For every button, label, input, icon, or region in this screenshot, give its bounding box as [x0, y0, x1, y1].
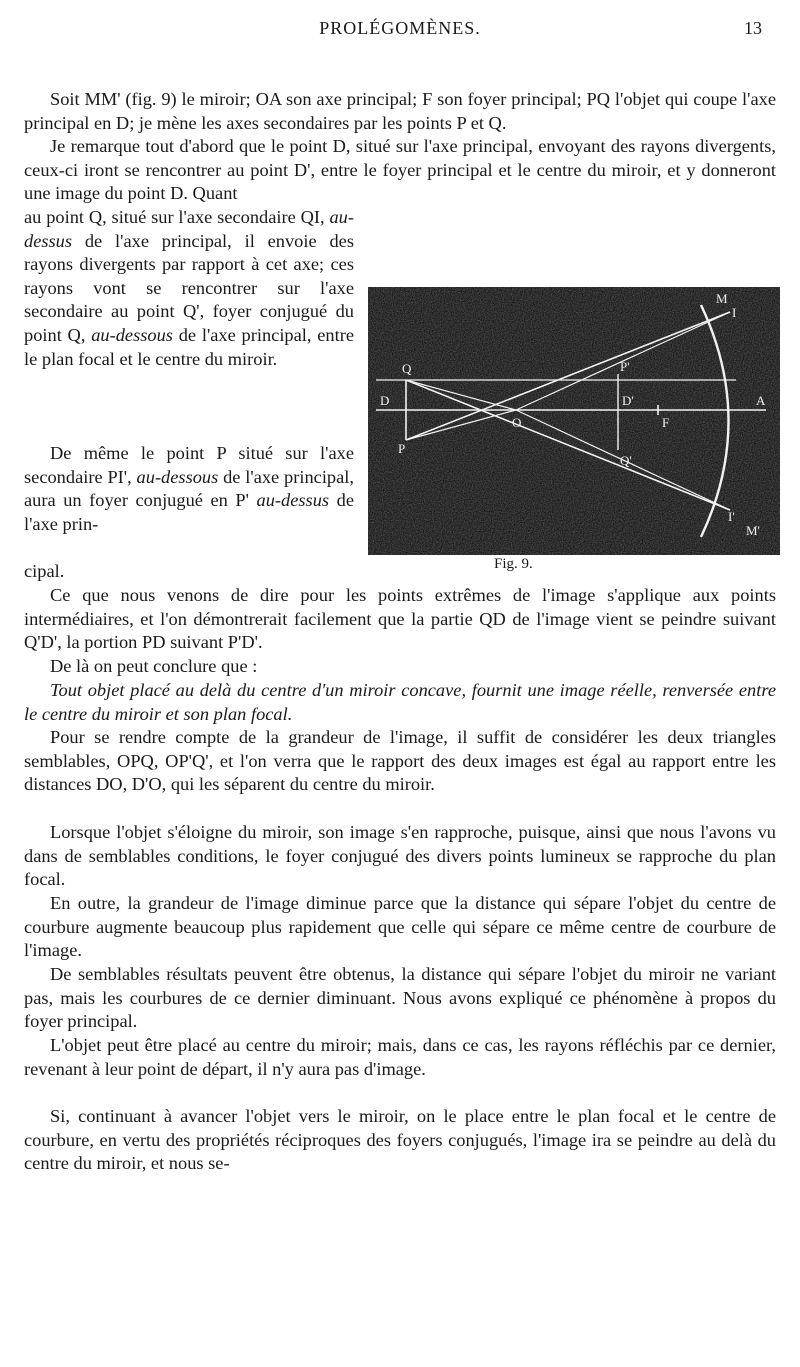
paragraph-5: De là on peut conclure que :: [50, 656, 258, 676]
label-i: I: [732, 305, 737, 320]
paragraph-1: Soit MM' (fig. 9) le miroir; OA son axe principal; F son foyer principal; PQ l'objet qui coupe l'axe principal en D; je mène les axes secondaires par les points P et Q.: [24, 89, 776, 133]
paragraph-10: De semblables résultats peuvent être obtenus, la distance qui sépare l'objet du miroir ne variant pas, mais les courbures de ce dernier diminuant. Nous avons expliqué ce phénomène à propos du foyer principal.: [24, 964, 776, 1032]
figure-texture: [368, 287, 780, 555]
figure-concave-mirror: [368, 287, 780, 555]
paragraph-11: L'objet peut être placé au centre du miroir; mais, dans ce cas, les rayons réfléchis par ce dernier, revenant à leur point de départ, il n'y aura pas d'image.: [24, 1035, 776, 1079]
paragraph-2-continued: au point Q, situé sur l'axe secondaire QI, au-dessus de l'axe principal, il envoie des rayons divergents par rapport à cet axe; ces rayons vont se rencontrer sur l'axe secondaire au point Q', foyer conjugué du point Q, au-dessous de l'axe principal, entre le plan focal et le centre du miroir.: [24, 207, 354, 369]
paragraph-9: En outre, la grandeur de l'image diminue parce que la distance qui sépare l'objet du centre de courbure augmente beaucoup plus rapidement que celle qui sépare ce même centre de courbure de l'image.: [24, 893, 776, 961]
paragraph-3-tail: cipal.: [24, 561, 65, 581]
label-q: Q: [402, 361, 412, 376]
label-a: A: [756, 393, 766, 408]
paragraph-8: Lorsque l'objet s'éloigne du miroir, son image s'en rapproche, puisque, ainsi que nous l'avons vu dans de semblables conditions, le foyer conjugué des divers points lumineux se rapproche du plan focal.: [24, 822, 776, 890]
label-pprime: P': [620, 359, 630, 374]
label-m: M: [716, 291, 728, 306]
paragraph-3: De même le point P situé sur l'axe secondaire PI', au-dessous de l'axe principal, aura un foyer conjugué en P' au-dessus de l'axe prin-: [24, 443, 354, 534]
label-qprime: Q': [620, 453, 632, 468]
paragraph-6-theorem: Tout objet placé au delà du centre d'un miroir concave, fournit une image réelle, renversée entre le centre du miroir et son plan focal.: [24, 680, 776, 724]
running-title: PROLÉGOMÈNES.: [319, 18, 481, 38]
label-d: D: [380, 393, 390, 408]
paragraph-2: Je remarque tout d'abord que le point D, situé sur l'axe principal, envoyant des rayons divergents, ceux-ci iront se rencontrer au point D', entre le foyer principal et le centre du miroir, et y donneront une image du point D. Quant: [24, 136, 776, 204]
label-f: F: [662, 415, 670, 430]
paragraph-4: Ce que nous venons de dire pour les points extrêmes de l'image s'applique aux points intermédiaires, et l'on démontrerait facilement que la partie QD de l'image vient se peindre suivant Q'D', la portion PD suivant P'D'.: [24, 585, 776, 653]
paragraph-7: Pour se rendre compte de la grandeur de l'image, il suffit de considérer les deux triangles semblables, OPQ, OP'Q', et l'on verra que le rapport des deux images est égal au rapport entre les distances DO, D'O, qui les séparent du centre du miroir.: [24, 727, 776, 795]
paragraph-12: Si, continuant à avancer l'objet vers le miroir, on le place entre le plan focal et le centre de courbure, en vertu des propriétés réciproques des foyers conjugués, l'image ira se peindre au delà du centre du miroir, et nous se-: [24, 1106, 776, 1174]
mirror-diagram: [368, 287, 780, 555]
figure-caption: Fig. 9.: [494, 556, 533, 572]
label-p: P: [398, 441, 406, 456]
label-o: O: [512, 415, 522, 430]
label-dprime: D': [622, 393, 634, 408]
page-number: 13: [744, 18, 762, 38]
label-iprime: I': [728, 509, 735, 524]
label-mprime: M': [746, 523, 760, 538]
page-header: [0, 18, 800, 44]
